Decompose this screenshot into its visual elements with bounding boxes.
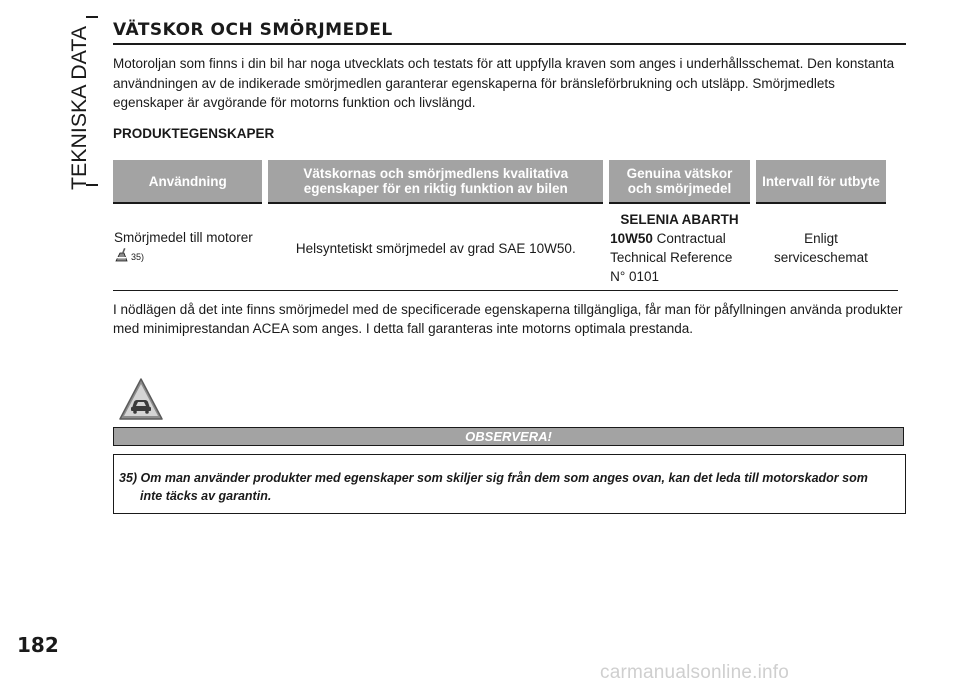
section-heading: PRODUKTEGENSKAPER — [113, 126, 275, 141]
side-tab-rule-bottom — [86, 184, 98, 186]
grease-can-icon — [114, 247, 130, 268]
cell-quality: Helsyntetiskt smörjmedel av grad SAE 10W50. — [295, 240, 576, 256]
watermark: carmanualsonline.info — [600, 662, 790, 683]
product-name: SELENIA ABARTH — [620, 212, 739, 227]
observera-heading-bar: OBSERVERA! — [113, 427, 904, 446]
column-header-quality: Vätskornas och smörjmedlens kvalitativa egenskaper för en riktig funktion av bilen — [268, 160, 603, 204]
column-header-genuine-fluids: Genuina vätskor och smörjmedel — [609, 160, 750, 204]
page-number: 182 — [17, 633, 59, 657]
table-header-row — [113, 160, 886, 204]
column-header-usage: Användning — [113, 160, 262, 204]
table-bottom-rule — [113, 290, 898, 291]
table-row — [113, 204, 886, 287]
side-tab — [38, 14, 98, 194]
side-tab-rule-top — [86, 16, 98, 18]
cell-genuine-product — [609, 204, 750, 287]
observera-box — [113, 454, 906, 514]
column-header-interval: Intervall för utbyte — [756, 160, 886, 204]
side-tab-label: TEKNISKA DATA — [68, 28, 91, 190]
product-properties-table — [107, 160, 892, 287]
cell-usage — [113, 204, 262, 287]
page-title: VÄTSKOR OCH SMÖRJMEDEL — [113, 20, 906, 45]
product-grade: 10W50 — [610, 231, 653, 246]
intro-paragraph: Motoroljan som finns i din bil har noga utvecklats och testats för att uppfylla kraven som anges i underhållsschemat. Den konstanta användningen av de indikerade smörjmedlen garanterar egenskaperna för bränsleförbrukning och utsläpp. Smörjmedlets egenskaper är avgörande för motorns funktion och livslängd. — [113, 56, 895, 110]
cell-interval: Enligt serviceschemat — [774, 231, 868, 265]
usage-text: Smörjmedel till motorer — [114, 230, 253, 245]
emergency-note: I nödlägen då det inte finns smörjmedel med de specificerade egenskaperna tillgängliga, får man för påfyllningen använda produkter med minimiprestandan ACEA som anges. I detta fall garanteras inte motorns optimala prestanda. — [113, 302, 903, 336]
car-warning-triangle-icon — [118, 377, 164, 421]
observera-note: 35) Om man använder produkter med egenskaper som skiljer sig från dem som anges ovan, kan det leda till motorskador som inte täcks av garantin. — [119, 471, 868, 503]
footnote-ref: 35) — [131, 252, 145, 262]
product-reference: Contractual Technical Reference N° 0101 — [610, 231, 733, 284]
